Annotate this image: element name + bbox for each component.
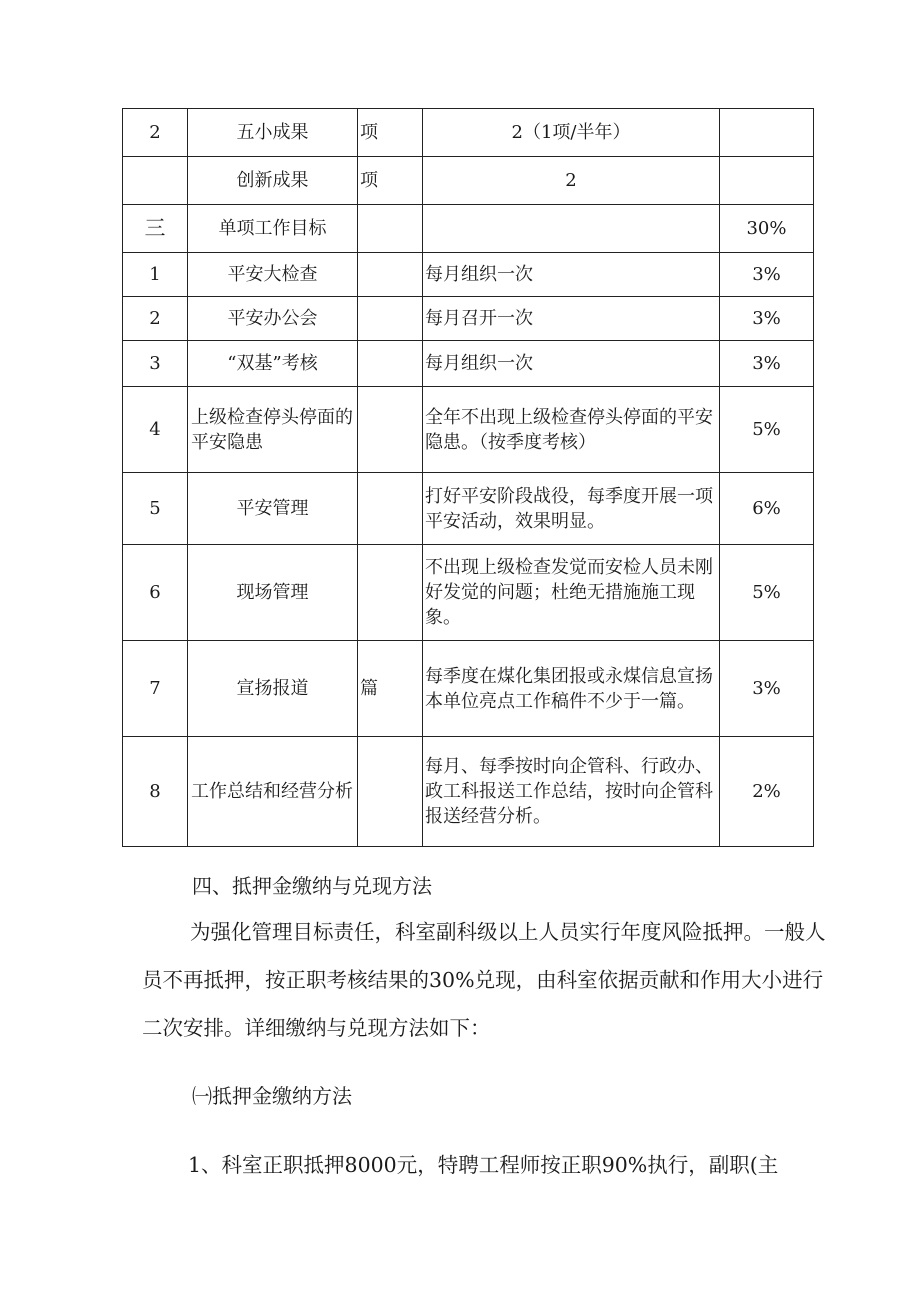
item-target: 2（1项/半年） <box>423 109 720 157</box>
section-number: 三 <box>123 205 188 253</box>
table-row <box>123 737 814 847</box>
row-number: 2 <box>123 297 188 341</box>
row-number: 5 <box>123 473 188 545</box>
row-number: 2 <box>123 109 188 157</box>
item-weight: 6% <box>720 473 814 545</box>
item-name: 创新成果 <box>188 157 358 205</box>
item-target: 每月组织一次 <box>423 341 720 387</box>
item-unit <box>358 341 423 387</box>
item-unit <box>358 205 423 253</box>
item-unit: 项 <box>358 109 423 157</box>
row-number: 1 <box>123 253 188 297</box>
row-number: 8 <box>123 737 188 847</box>
table-row <box>123 157 814 205</box>
item-unit: 篇 <box>358 641 423 737</box>
row-number: 7 <box>123 641 188 737</box>
item-target: 每月、每季按时向企管科、行政办、政工科报送工作总结，按时向企管科报送经营分析。 <box>423 737 720 847</box>
table-row <box>123 253 814 297</box>
item-target: 每月组织一次 <box>423 253 720 297</box>
subsection-heading: ㈠抵押金缴纳方法 <box>192 1084 352 1108</box>
item-weight: 3% <box>720 253 814 297</box>
item-unit <box>358 545 423 641</box>
item-weight <box>720 109 814 157</box>
item-weight <box>720 157 814 205</box>
row-number: 3 <box>123 341 188 387</box>
item-name: 平安管理 <box>188 473 358 545</box>
item-weight: 3% <box>720 297 814 341</box>
item-unit <box>358 387 423 473</box>
table-row <box>123 341 814 387</box>
item-name: 平安大检查 <box>188 253 358 297</box>
item-target <box>423 205 720 253</box>
item-name: 宣扬报道 <box>188 641 358 737</box>
item-target: 打好平安阶段战役，每季度开展一项平安活动，效果明显。 <box>423 473 720 545</box>
item-name: “双基”考核 <box>188 341 358 387</box>
row-number: 4 <box>123 387 188 473</box>
clause-item-1: 1、科室正职抵押8000元，特聘工程师按正职90%执行，副职(主 <box>188 1153 779 1177</box>
table-row <box>123 545 814 641</box>
item-target: 每月召开一次 <box>423 297 720 341</box>
item-weight: 2% <box>720 737 814 847</box>
item-unit <box>358 253 423 297</box>
item-name: 工作总结和经营分析 <box>188 737 358 847</box>
item-weight: 30% <box>720 205 814 253</box>
row-number <box>123 157 188 205</box>
table-row <box>123 297 814 341</box>
row-number: 6 <box>123 545 188 641</box>
item-target: 全年不出现上级检查停头停面的平安隐患。（按季度考核） <box>423 387 720 473</box>
item-target: 2 <box>423 157 720 205</box>
item-target: 不出现上级检查发觉而安检人员未刚好发觉的问题；杜绝无措施施工现象。 <box>423 545 720 641</box>
item-weight: 3% <box>720 341 814 387</box>
item-weight: 3% <box>720 641 814 737</box>
item-name: 单项工作目标 <box>188 205 358 253</box>
item-weight: 5% <box>720 387 814 473</box>
section-paragraph: 为强化管理目标责任，科室副科级以上人员实行年度风险抵押。一般人员不再抵押，按正职考核结果的30%兑现，由科室依据贡献和作用大小进行二次安排。详细缴纳与兑现方法如下： <box>142 920 826 1040</box>
item-unit <box>358 473 423 545</box>
item-unit <box>358 297 423 341</box>
goals-table <box>122 108 814 847</box>
item-unit <box>358 737 423 847</box>
item-weight: 5% <box>720 545 814 641</box>
item-target: 每季度在煤化集团报或永煤信息宣扬本单位亮点工作稿件不少于一篇。 <box>423 641 720 737</box>
item-name: 平安办公会 <box>188 297 358 341</box>
item-unit: 项 <box>358 157 423 205</box>
table-row <box>123 473 814 545</box>
table-row <box>123 205 814 253</box>
item-name: 现场管理 <box>188 545 358 641</box>
table-row <box>123 109 814 157</box>
table-row <box>123 641 814 737</box>
item-name: 五小成果 <box>188 109 358 157</box>
section-heading: 四、抵押金缴纳与兑现方法 <box>192 874 432 898</box>
item-name: 上级检查停头停面的平安隐患 <box>188 387 358 473</box>
table-row <box>123 387 814 473</box>
